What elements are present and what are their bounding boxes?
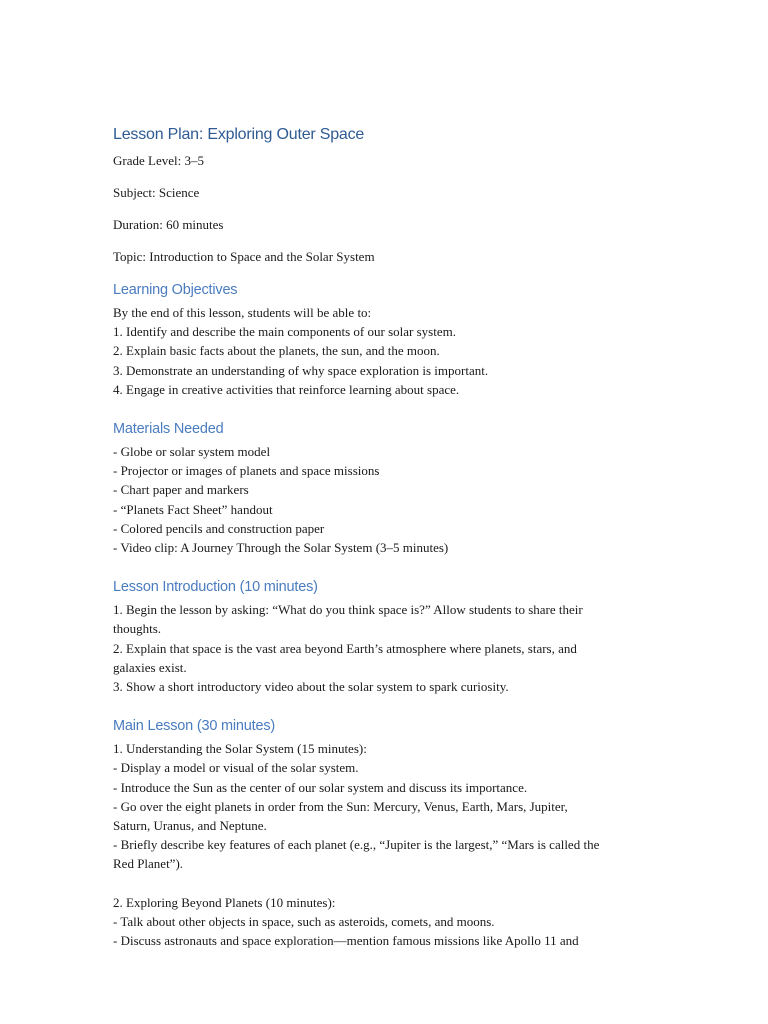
objectives-line: 2. Explain basic facts about the planets, the sun, and the moon. (113, 343, 440, 359)
main-lesson-line: - Display a model or visual of the solar system. (113, 760, 359, 776)
materials-heading: Materials Needed (113, 421, 224, 438)
introduction-line: 3. Show a short introductory video about the solar system to spark curiosity. (113, 679, 509, 695)
main-lesson-line: - Briefly describe key features of each planet (e.g., “Jupiter is the largest,” “Mars is called the (113, 837, 600, 853)
objectives-list (113, 303, 658, 399)
duration: Duration: 60 minutes (113, 217, 224, 232)
main-lesson-line: 1. Understanding the Solar System (15 minutes): (113, 741, 367, 757)
main-lesson-line: Saturn, Uranus, and Neptune. (113, 818, 267, 834)
document-title: Lesson Plan: Exploring Outer Space (113, 126, 365, 143)
introduction-line: 2. Explain that space is the vast area beyond Earth’s atmosphere where planets, stars, and (113, 640, 577, 656)
main-lesson-line: - Introduce the Sun as the center of our solar system and discuss its importance. (113, 779, 528, 795)
main-lesson-line: 2. Exploring Beyond Planets (10 minutes): (113, 894, 336, 910)
materials-line: - Globe or solar system model (113, 444, 271, 460)
materials-list (113, 442, 658, 557)
materials-line: - Projector or images of planets and space missions (113, 463, 380, 479)
subject: Subject: Science (113, 185, 200, 200)
materials-line: - Colored pencils and construction paper (113, 520, 325, 536)
main-lesson-heading: Main Lesson (30 minutes) (113, 718, 276, 735)
objectives-line: 3. Demonstrate an understanding of why space exploration is important. (113, 362, 489, 378)
introduction-line: thoughts. (113, 621, 162, 637)
introduction-line: 1. Begin the lesson by asking: “What do you think space is?” Allow students to share their (113, 602, 583, 618)
topic: Topic: Introduction to Space and the Solar System (113, 249, 375, 264)
document-page (113, 124, 658, 950)
main-lesson-line: - Talk about other objects in space, such as asteroids, comets, and moons. (113, 913, 495, 929)
materials-line: - “Planets Fact Sheet” handout (113, 501, 273, 517)
materials-line: - Chart paper and markers (113, 482, 249, 498)
introduction-list (113, 600, 658, 696)
paragraph-gap (113, 874, 658, 893)
objectives-heading: Learning Objectives (113, 282, 238, 298)
objectives-line: By the end of this lesson, students will be able to: (113, 305, 372, 320)
materials-line: - Video clip: A Journey Through the Solar System (3–5 minutes) (113, 540, 449, 556)
introduction-heading: Lesson Introduction (10 minutes) (113, 579, 318, 596)
introduction-line: galaxies exist. (113, 659, 187, 675)
grade-level: Grade Level: 3–5 (113, 153, 204, 168)
main-lesson-line: - Discuss astronauts and space exploration—mention famous missions like Apollo 11 and (113, 933, 579, 949)
main-lesson-line: Red Planet”). (113, 856, 184, 872)
objectives-line: 4. Engage in creative activities that reinforce learning about space. (113, 381, 460, 397)
main-lesson-line: - Go over the eight planets in order from the Sun: Mercury, Venus, Earth, Mars, Jupiter, (113, 798, 568, 814)
main-lesson-list (113, 739, 658, 950)
objectives-line: 1. Identify and describe the main components of our solar system. (113, 324, 456, 340)
